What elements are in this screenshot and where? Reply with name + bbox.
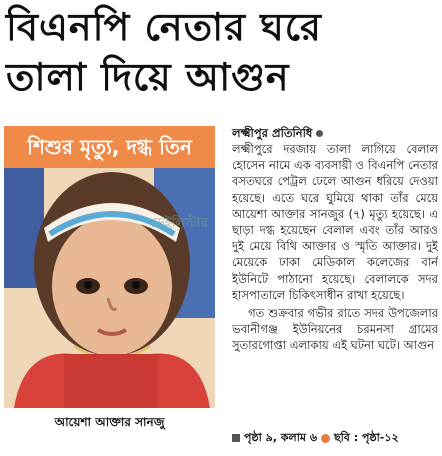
watermark-text: ডেইলিস্টার [150,216,208,231]
headline [6,2,438,102]
photo-title: শিশুর মৃত্যু, দগ্ধ তিন [4,126,215,168]
photo-caption: আয়েশা আক্তার সানজু [4,408,215,436]
article-body [232,141,438,426]
byline-text: লক্ষ্মীপুর প্রতিনিধি [232,126,313,140]
headline-line-1: বিএনপি নেতার ঘরে [6,5,322,49]
orange-dot-icon [321,434,330,443]
square-bullet-icon [232,434,240,442]
child-portrait-image [4,168,215,408]
photo-reference: ছবি : পৃষ্ঠা-১২ [333,431,399,444]
photo-panel [4,126,215,436]
headline-line-2: তালা দিয়ে আগুন [6,55,290,99]
page-reference: পৃষ্ঠা ৯, কলাম ৬ [244,431,317,444]
byline [232,126,438,140]
continuation-footer [232,429,438,447]
article-paragraph: লক্ষ্মীপুরে দরজায় তালা লাগিয়ে বেলাল হোসেন নামে এক ব্যবসায়ী ও বিএনপি নেতার বসতঘরে পেট্রল ঢেলে আগুন ধরিয়ে দেওয়া হয়েছে। এতে ঘরে ঘুমিয়ে থাকা তাঁর মেয়ে আয়েশা আক্তার সানজুর (৭) মৃত্যু হয়েছে। এ ছাড়া দগ্ধ হয়েছেন বেলাল এবং তাঁর আরও দুই মেয়ে বিথি আক্তার ও স্মৃতি আক্তার। দুই মেয়েকে ঢাকা মেডিকাল কলেজের বার্ন ইউনিটে পাঠানো হয়েছে। বেলালকে সদর হাসপাতালে চিকিৎসাধীন রাখা হয়েছে। [232,142,438,302]
bullet-dot-icon [316,130,323,137]
article-paragraph: গত শুক্রবার গভীর রাতে সদর উপজেলার ভবানীগঞ্জ ইউনিয়নের চরমনসা গ্রামের সুতারগোপ্তা এলাকায় এই ঘটনা ঘটে। আগুন [232,306,438,353]
